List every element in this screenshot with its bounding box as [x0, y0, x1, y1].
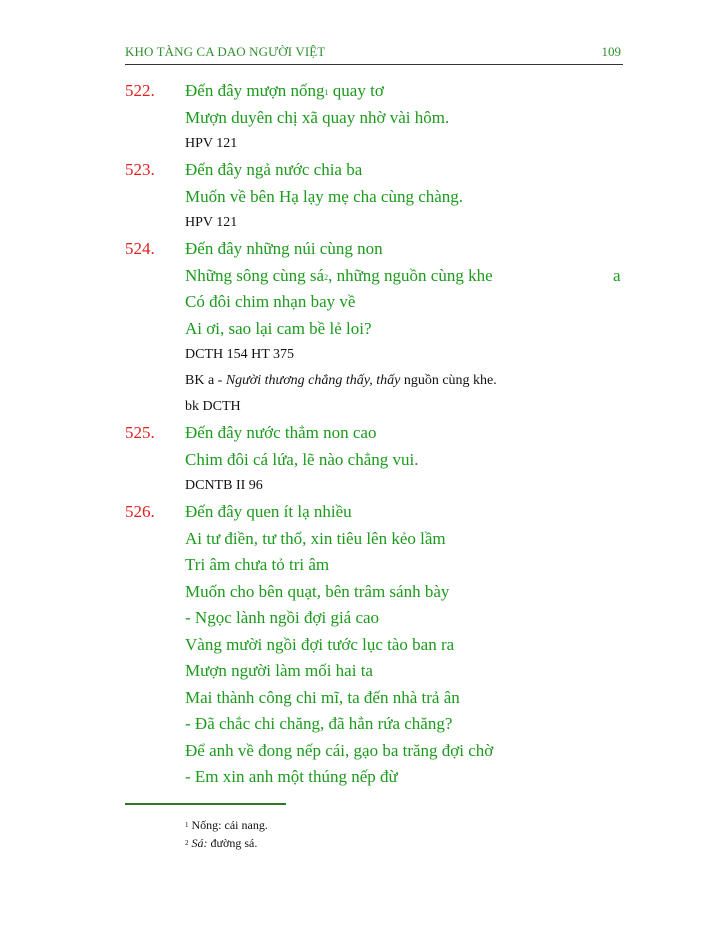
verse-line: Có đôi chim nhạn bay về — [185, 292, 356, 311]
verse-line: - Ngọc lành ngồi đợi giá cao — [185, 608, 380, 627]
source-note: HPV 121 — [185, 215, 238, 230]
verse-line: Tri âm chưa tỏ tri âm — [185, 555, 330, 574]
entry-lines — [185, 420, 625, 499]
verse-line: Mượn duyên chị xã quay nhờ vài hôm. — [185, 107, 450, 127]
poem-entry — [125, 420, 625, 499]
footnotes — [185, 816, 268, 852]
verse-line: Những sông cùng $sá^2$, những nguồn cùng khe a — [185, 263, 625, 290]
verse-line: Đến đây những núi cùng non — [185, 239, 383, 258]
entry-lines — [185, 157, 625, 236]
entry-lines — [185, 236, 625, 420]
entry-lines — [185, 499, 625, 791]
margin-mark: a — [613, 265, 621, 285]
entry-number: 522. — [125, 81, 155, 100]
entry-number: 526. — [125, 502, 155, 521]
verse-line: Ai ơi, sao lại cam bề lẻ loi? — [185, 318, 372, 338]
footnote-term: Sá: — [191, 836, 208, 850]
verse-line: Đến đây quen ít lạ nhiều — [185, 502, 352, 521]
footnote-ref: 1 — [324, 88, 329, 97]
poem-entry — [125, 78, 625, 157]
footnote-divider — [125, 803, 286, 805]
verse-line: Muốn về bên Hạ lạy mẹ cha cùng chàng. — [185, 186, 464, 206]
verse-line: Mai thành công chi mĩ, ta đến nhà trả ân — [185, 687, 460, 707]
variant-text: Người thương chẳng thấy, thấy — [225, 373, 401, 388]
footnote-mark: 2 — [185, 839, 189, 847]
verse-line: Đến đây nước thẳm non cao — [185, 423, 377, 442]
verse-line: Đến đây ngả nước chia ba — [185, 160, 363, 179]
footnote: $^1$ Nống: cái nang. — [185, 818, 268, 832]
verse-line: Để anh về đong nếp cái, gạo ba trăng đợi chờ — [185, 740, 494, 760]
poem-body — [125, 78, 625, 791]
poem-entry — [125, 236, 625, 420]
source-note: HPV 121 — [185, 136, 238, 151]
verse-line: Chim đôi cá lứa, lẽ nào chẳng vui. — [185, 449, 419, 469]
verse-line: Ai tư điền, tư thổ, xin tiêu lên kẻo lầm — [185, 528, 446, 548]
footnote-mark: 1 — [185, 821, 189, 829]
verse-line: - Đã chắc chi chăng, đã hẳn rứa chăng? — [185, 714, 453, 733]
source-note: DCNTB II 96 — [185, 478, 263, 493]
source-note: bk DCTH — [185, 399, 241, 414]
footnote: $^2$ Sá: đường sá. — [185, 836, 258, 850]
page-number: 109 — [601, 44, 621, 59]
verse-line: Mượn người làm mối hai ta — [185, 661, 373, 680]
verse-line: Muốn cho bên quạt, bên trâm sánh bày — [185, 581, 450, 601]
footnote-ref: 2 — [324, 272, 329, 282]
verse-line: Vàng mười ngồi đợi tước lục tào ban ra — [185, 634, 455, 654]
entry-lines — [185, 78, 625, 157]
entry-number: 524. — [125, 239, 155, 258]
variant-note: BK a - Người thương chẳng thấy, thấy nguồn cùng khe. — [185, 373, 497, 388]
verse-line: - Em xin anh một thúng nếp đừ — [185, 767, 398, 786]
entry-number: 525. — [125, 423, 155, 442]
verse-line: Đến đây mượn nống$^1$ quay tơ — [185, 81, 384, 100]
running-title: KHO TÀNG CA DAO NGƯỜI VIỆT — [125, 44, 326, 59]
poem-entry — [125, 499, 625, 791]
page-header — [125, 44, 623, 65]
source-note: DCTH 154 HT 375 — [185, 347, 295, 362]
poem-entry — [125, 157, 625, 236]
entry-number: 523. — [125, 160, 155, 179]
